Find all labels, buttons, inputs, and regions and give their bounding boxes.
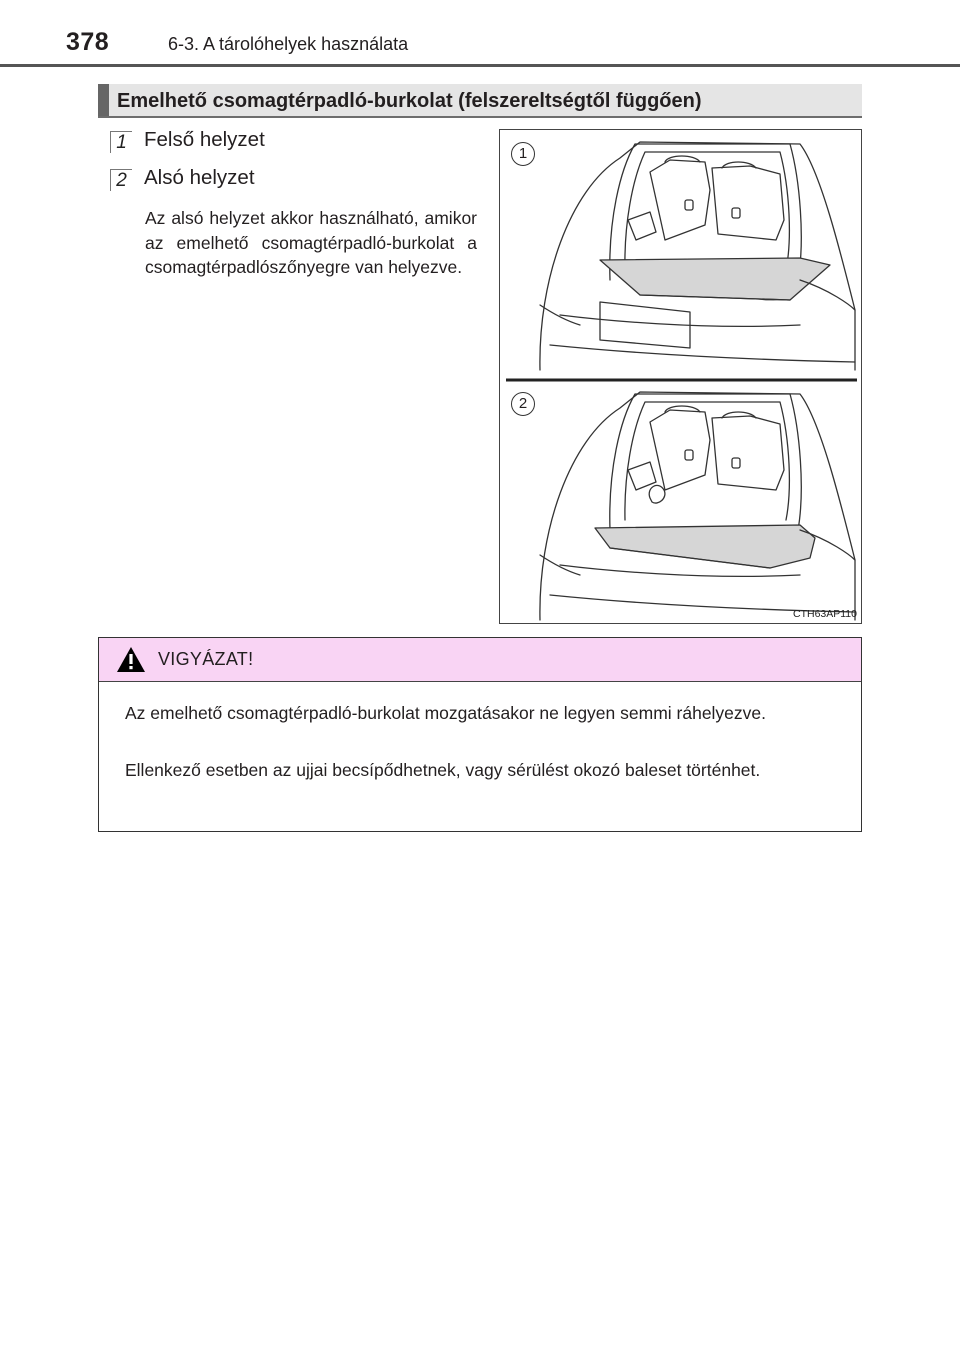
item-number: 2 [110,169,132,191]
figure-callout-1: 1 [511,142,535,166]
trunk-upper-view [540,142,855,370]
car-trunk-drawing [500,130,862,624]
section-title: 6-3. A tárolóhelyek használata [168,34,409,54]
item-label: Alsó helyzet [144,166,255,189]
figure-callout-2: 2 [511,392,535,416]
warning-paragraph: Az emelhető csomagtérpadló-burkolat mozgatásakor ne legyen semmi ráhelyezve. [125,703,767,723]
description-paragraph: Az alsó helyzet akkor használható, amikor az emelhető csomagtérpadló-burkolat a csomagtérpadlószőnyegre van helyezve. [145,208,477,277]
item-number: 1 [110,131,132,153]
warning-box [98,637,862,832]
figure-code: CTH63AP110 [792,608,857,620]
item-label: Felső helyzet [144,128,265,151]
subheading [98,84,862,118]
luggage-floor-illustration [499,129,862,624]
warning-paragraph: Ellenkező esetben az ujjai becsípődhetnek, vagy sérülést okozó baleset történhet. [125,760,761,780]
warning-triangle-icon [116,646,146,673]
page-number: 378 [66,28,110,56]
subheading-bar [98,84,109,116]
header-divider [0,64,960,67]
warning-title: VIGYÁZAT! [158,649,254,669]
trunk-lower-view [540,392,855,620]
warning-header [99,638,861,682]
subheading-text: Emelhető csomagtérpadló-burkolat (felszereltségtől függően) [117,90,702,112]
